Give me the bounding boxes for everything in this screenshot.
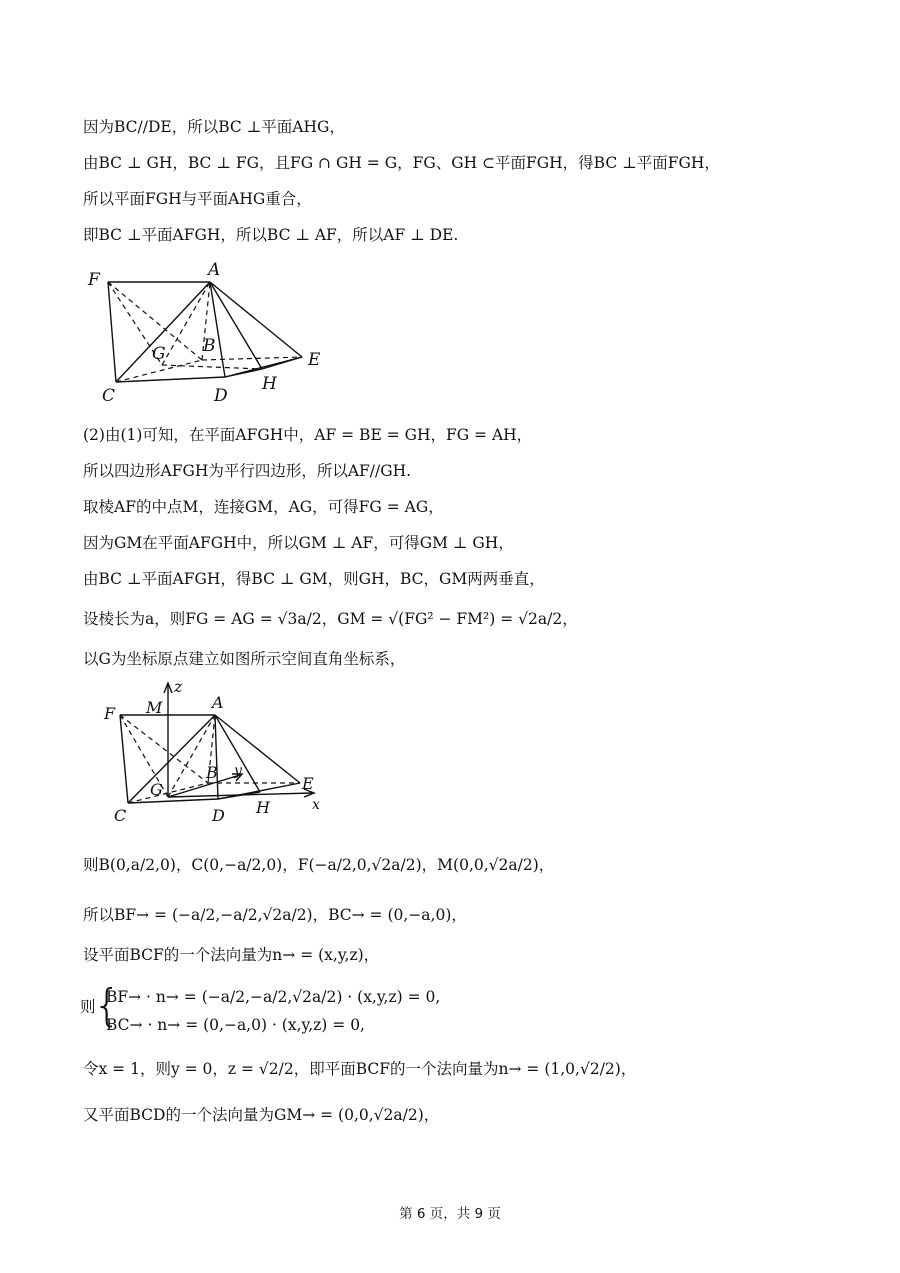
fig2-label-F: F xyxy=(104,704,116,723)
fig1-label-G: G xyxy=(152,344,166,364)
fig2-label-x: x xyxy=(312,797,320,813)
fig2-label-E: E xyxy=(302,774,314,793)
fig2-label-A: A xyxy=(212,693,224,712)
fig2-label-M: M xyxy=(146,698,163,717)
page-footer: 第 6 页，共 9 页 xyxy=(399,1206,501,1222)
text-line-4: 即BC ⊥平面AFGH，所以BC ⊥ AF，所以AF ⊥ DE. xyxy=(83,226,459,244)
fig1-label-D: D xyxy=(214,386,228,406)
fig2-label-y: y xyxy=(234,763,242,779)
figure-2-coordinate-system xyxy=(100,675,340,830)
fig1-label-B: B xyxy=(203,336,216,356)
text-line-3: 所以平面FGH与平面AHG重合， xyxy=(83,190,312,208)
text-line-8: 因为GM在平面AFGH中，所以GM ⊥ AF，可得GM ⊥ GH， xyxy=(83,534,514,552)
system-equation-2: BC→ · n→ = (0,−a,0) · (x,y,z) = 0, xyxy=(106,1016,365,1034)
text-line-6: 所以四边形AFGH为平行四边形，所以AF//GH. xyxy=(83,462,412,480)
fig1-label-F: F xyxy=(88,270,100,290)
system-equation-1: BF→ · n→ = (−a/2,−a/2,√2a/2) · (x,y,z) = 0, xyxy=(106,988,441,1006)
text-line-12: 则B(0,a/2,0)，C(0,−a/2,0)，F(−a/2,0,√2a/2)，M(0,0,√2a/2)， xyxy=(83,856,555,874)
text-line-17: 又平面BCD的一个法向量为GM→ = (0,0,√2a/2)， xyxy=(83,1106,440,1124)
text-line-13: 所以BF→ = (−a/2,−a/2,√2a/2)，BC→ = (0,−a,0)， xyxy=(83,906,467,924)
text-line-1: 因为BC//DE，所以BC ⊥平面AHG， xyxy=(83,118,345,136)
text-line-9: 由BC ⊥平面AFGH，得BC ⊥ GM，则GH，BC，GM两两垂直， xyxy=(83,570,545,588)
fig1-label-H: H xyxy=(262,374,277,394)
fig1-label-A: A xyxy=(208,260,221,280)
text-line-2: 由BC ⊥ GH，BC ⊥ FG，且FG ∩ GH = G，FG、GH ⊂平面FGH，得BC ⊥平面FGH， xyxy=(83,154,720,172)
text-line-14: 设平面BCF的一个法向量为n→ = (x,y,z)， xyxy=(83,946,380,964)
text-line-10: 设棱长为a，则FG = AG = √3a/2，GM = √(FG² − FM²) = √2a/2， xyxy=(83,610,578,628)
text-line-11: 以G为坐标原点建立如图所示空间直角坐标系， xyxy=(83,650,406,668)
fig1-label-E: E xyxy=(308,350,321,370)
fig2-label-z: z xyxy=(174,677,183,696)
text-line-5: (2)由(1)可知，在平面AFGH中，AF = BE = GH，FG = AH， xyxy=(83,426,533,444)
fig2-label-B: B xyxy=(206,763,218,782)
system-brace: { xyxy=(93,980,121,1031)
text-line-7: 取棱AF的中点M，连接GM，AG，可得FG = AG， xyxy=(83,498,444,516)
fig1-label-C: C xyxy=(102,386,116,406)
system-prefix: 则 xyxy=(80,998,96,1016)
fig2-label-C: C xyxy=(114,806,127,825)
fig2-label-D: D xyxy=(212,806,225,825)
fig2-label-H: H xyxy=(256,798,270,817)
text-line-16: 令x = 1，则y = 0，z = √2/2，即平面BCF的一个法向量为n→ = (1,0,√2/2)， xyxy=(83,1060,637,1078)
figure-1-solid xyxy=(80,258,340,408)
fig2-label-G: G xyxy=(150,780,163,799)
